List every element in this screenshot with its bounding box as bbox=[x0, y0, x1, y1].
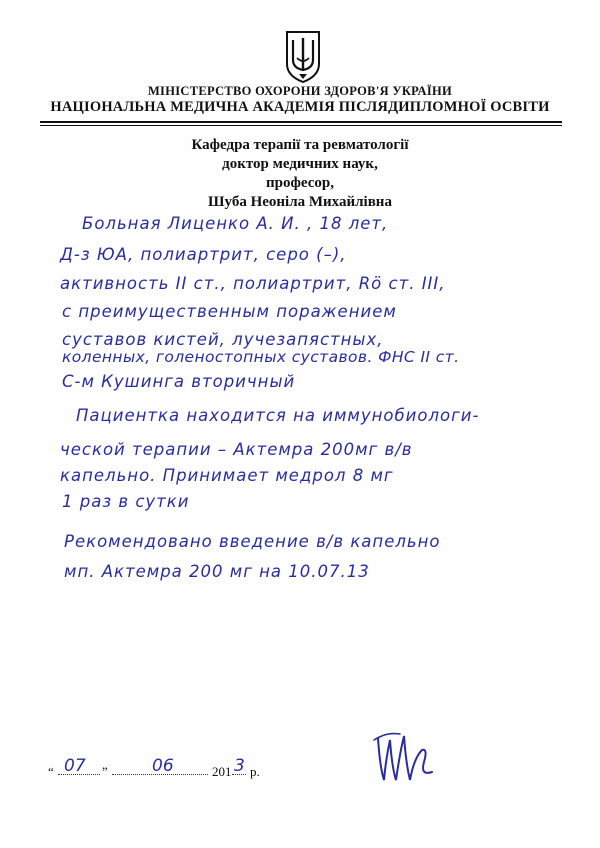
date-day: 07 bbox=[64, 756, 86, 776]
signature bbox=[370, 728, 440, 788]
handwritten-line-13: мп. Актемра 200 мг на 10.07.13 bbox=[64, 562, 370, 581]
ministry-name: МІНІСТЕРСТВО ОХОРОНИ ЗДОРОВ'Я УКРАЇНИ bbox=[147, 84, 453, 98]
handwritten-line-1: Больная Лиценко А. И. , 18 лет, bbox=[82, 214, 389, 233]
handwritten-line-10: капельно. Принимает медрол 8 мг bbox=[60, 466, 394, 485]
date-close-quote: ” bbox=[102, 764, 108, 779]
department-name: Кафедра терапії та ревматології bbox=[191, 137, 409, 153]
handwritten-line-9: ческой терапии – Актемра 200мг в/в bbox=[60, 440, 413, 459]
handwritten-line-2: Д-з ЮА, полиартрит, серо (–), bbox=[60, 245, 347, 264]
handwritten-line-12: Рекомендовано введение в/в капельно bbox=[64, 532, 441, 551]
handwritten-line-3: активность II ст., полиартрит, Rö ст. III, bbox=[60, 274, 446, 293]
professor-name: Шуба Неоніла Михайлівна bbox=[208, 194, 392, 210]
academic-degree: доктор медичних наук, bbox=[222, 156, 378, 172]
handwritten-line-7: С-м Кушинга вторичный bbox=[62, 372, 296, 391]
trident-emblem-icon bbox=[285, 30, 321, 84]
date-year-prefix: 201 bbox=[212, 764, 232, 779]
handwritten-line-4: с преимущественным поражением bbox=[62, 302, 397, 321]
header-divider bbox=[40, 121, 562, 123]
handwritten-line-11: 1 раз в сутки bbox=[62, 492, 190, 511]
handwritten-line-6: коленных, голеностопных суставов. ФНС II ст. bbox=[62, 348, 460, 366]
handwritten-line-8: Пациентка находится на иммунобиологи- bbox=[76, 406, 480, 425]
academy-name: НАЦІОНАЛЬНА МЕДИЧНА АКАДЕМІЯ ПІСЛЯДИПЛОМНОЇ ОСВІТИ bbox=[50, 99, 550, 115]
academic-title: професор, bbox=[266, 175, 334, 191]
header-divider-thin bbox=[40, 125, 562, 126]
date-year-line bbox=[232, 774, 246, 775]
handwritten-line-5: суставов кистей, лучезапястных, bbox=[62, 330, 384, 349]
date-month: 06 bbox=[152, 756, 174, 776]
date-open-quote: “ bbox=[48, 764, 54, 779]
date-year-unit: р. bbox=[250, 764, 260, 779]
date-year-suffix: 3 bbox=[234, 756, 245, 776]
